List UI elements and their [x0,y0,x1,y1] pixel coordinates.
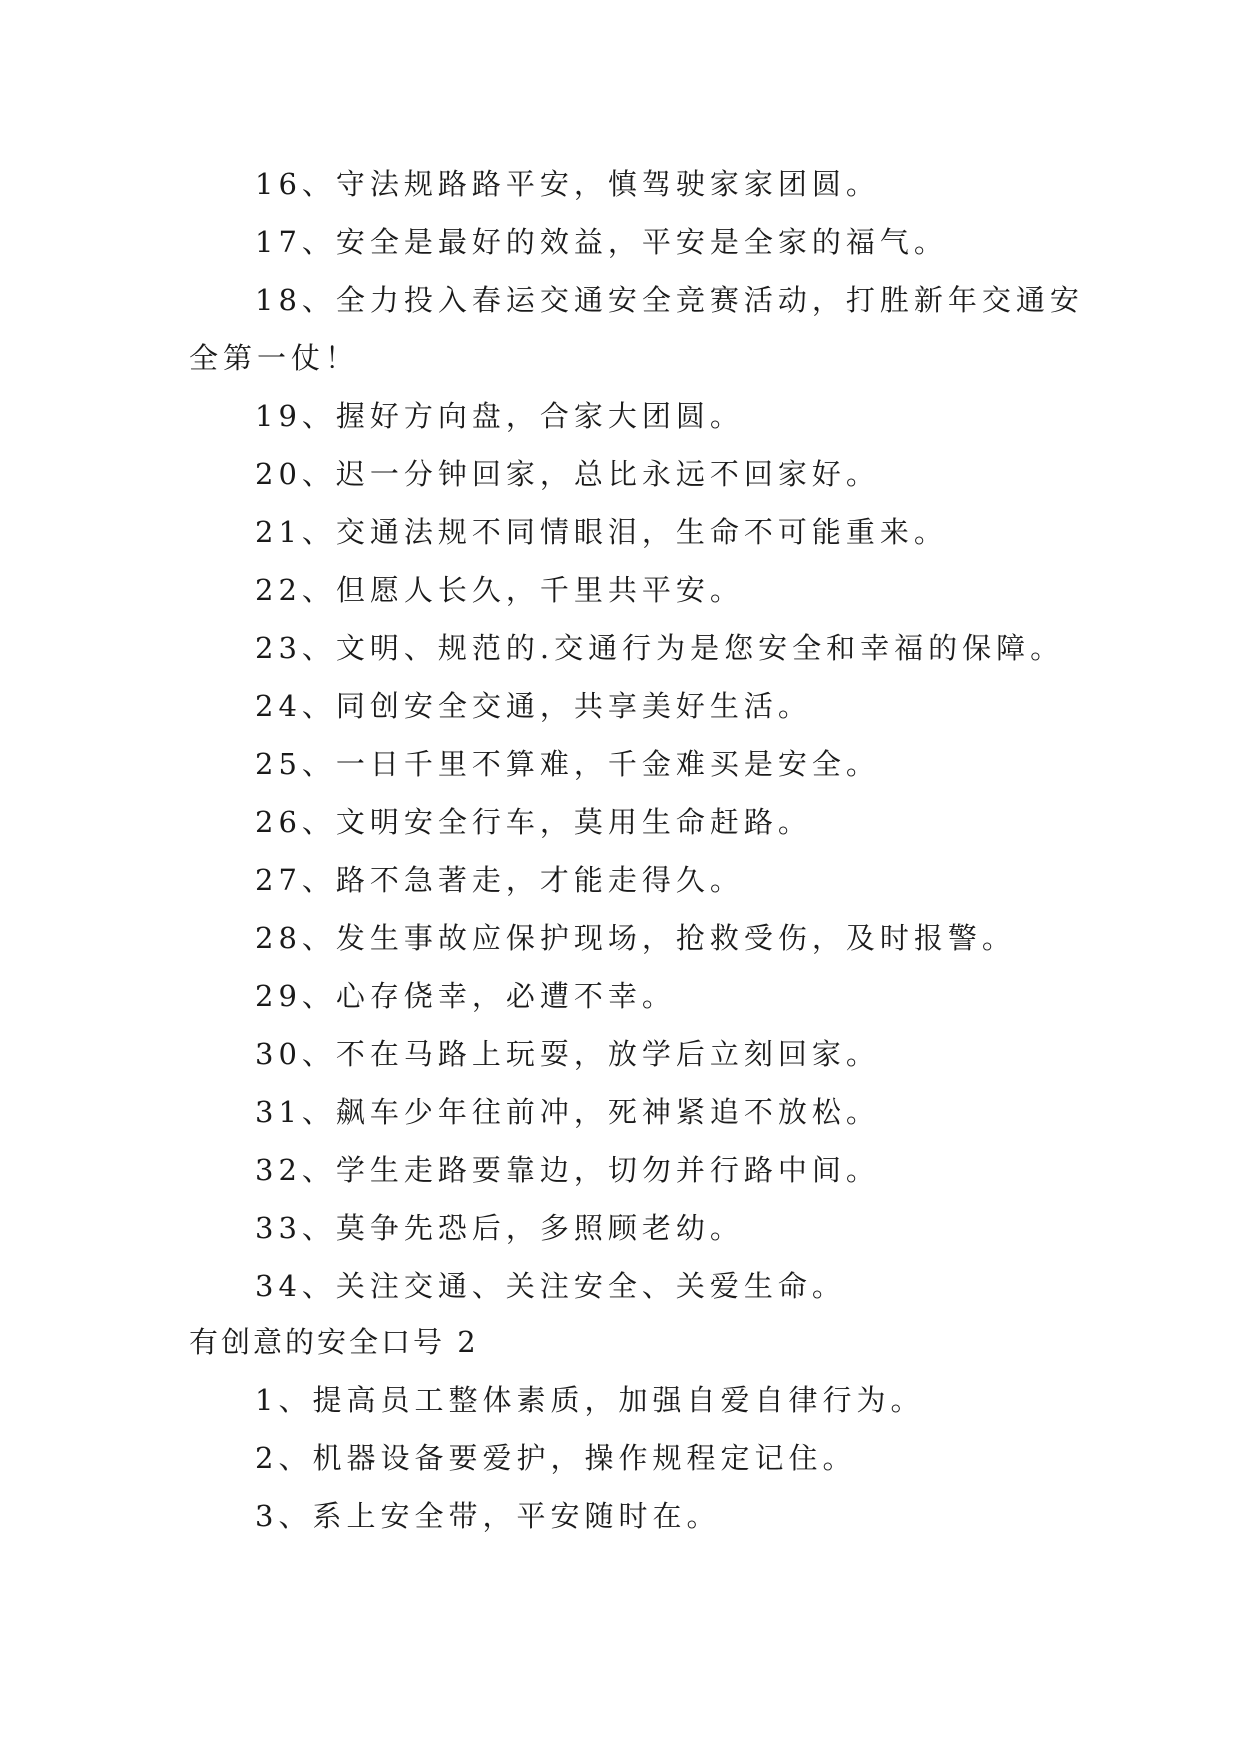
slogan-line-27: 27、路不急著走，才能走得久。 [255,863,744,897]
slogan-line-34: 34、关注交通、关注安全、关爱生命。 [255,1269,846,1303]
slogan-line-28: 28、发生事故应保护现场，抢救受伤，及时报警。 [255,921,1016,955]
section-heading: 有创意的安全口号 2 [189,1325,479,1359]
slogan-line-29: 29、心存侥幸，必遭不幸。 [255,979,676,1013]
slogan-line-22: 22、但愿人长久，千里共平安。 [255,573,744,607]
slogan-line-31: 31、飙车少年往前冲，死神紧追不放松。 [255,1095,880,1129]
slogan-line-23: 23、文明、规范的.交通行为是您安全和幸福的保障。 [255,631,1065,665]
slogan-line-18: 18、全力投入春运交通安全竞赛活动，打胜新年交通安 [255,283,1084,317]
slogan-line-26: 26、文明安全行车，莫用生命赶路。 [255,805,812,839]
slogan-line-25: 25、一日千里不算难，千金难买是安全。 [255,747,880,781]
slogan-line-30: 30、不在马路上玩耍，放学后立刻回家。 [255,1037,880,1071]
slogan-line-21: 21、交通法规不同情眼泪，生命不可能重来。 [255,515,948,549]
slogan-line-32: 32、学生走路要靠边，切勿并行路中间。 [255,1153,880,1187]
slogan2-line-1: 1、提高员工整体素质，加强自爱自律行为。 [255,1383,925,1417]
slogan-line-16: 16、守法规路路平安，慎驾驶家家团圆。 [255,167,880,201]
slogan-line-33: 33、莫争先恐后，多照顾老幼。 [255,1211,744,1245]
slogan-line-24: 24、同创安全交通，共享美好生活。 [255,689,812,723]
slogan-line-18-continued: 全第一仗！ [189,341,360,375]
slogan-line-19: 19、握好方向盘，合家大团圆。 [255,399,744,433]
slogan-line-20: 20、迟一分钟回家，总比永远不回家好。 [255,457,880,491]
slogan-line-17: 17、安全是最好的效益，平安是全家的福气。 [255,225,948,259]
slogan2-line-3: 3、系上安全带，平安随时在。 [255,1499,721,1533]
slogan2-line-2: 2、机器设备要爱护，操作规程定记住。 [255,1441,857,1475]
